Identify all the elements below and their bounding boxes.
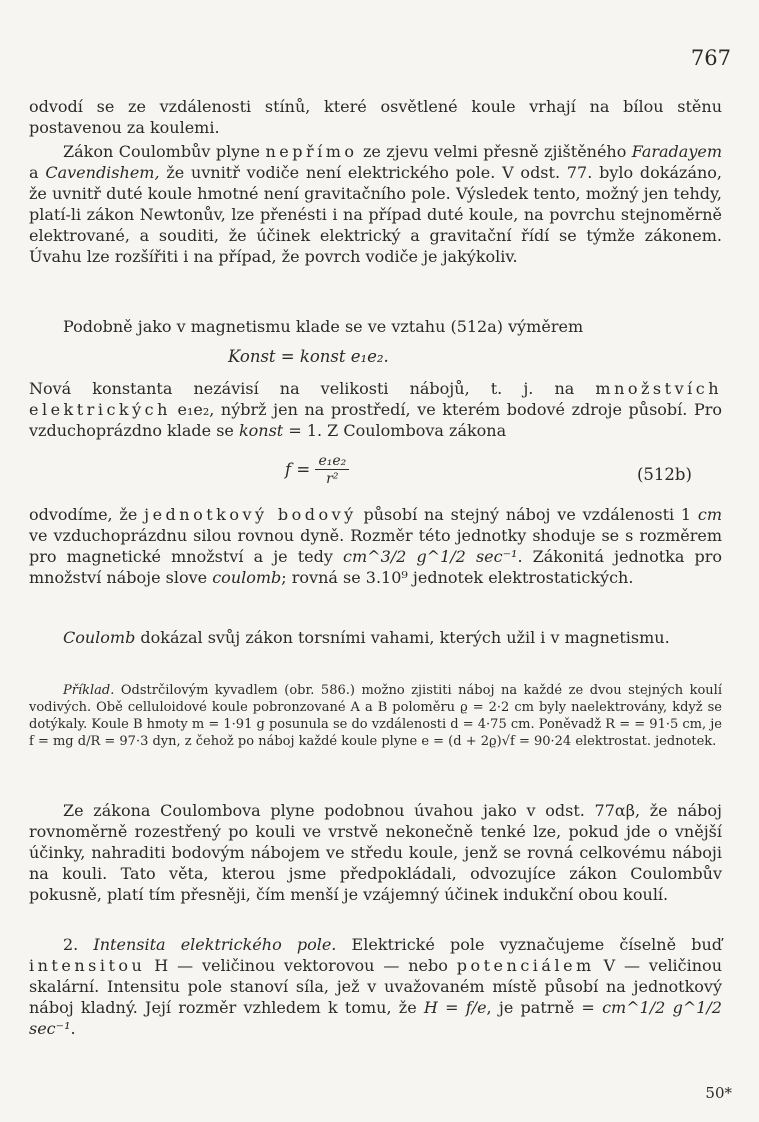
text: Elektrické pole vyznačujeme číselně buď xyxy=(336,935,723,954)
text: dokázal svůj zákon torsními vahami, kterých užil i v magnetismu. xyxy=(135,628,670,647)
text: Zákon Coulombův plyne xyxy=(63,142,266,161)
text: H — veličinou vektorovou — nebo xyxy=(145,956,457,975)
emphasis-text: množstvích elektrických xyxy=(29,379,722,419)
text: ze zjevu velmi přesně zjištěného xyxy=(357,142,632,161)
paragraph-torsion xyxy=(29,627,722,648)
formula-lhs: f = xyxy=(285,460,311,479)
paragraph-sphere-charge: Ze zákona Coulombova plyne podobnou úvahou jako v odst. 77αβ, že náboj rovnoměrně rozestřený po kouli ve vrstvě nekonečně tenké lze, pokud jde o vnější účinky, nahraditi bodovým nábojem ve středu koule, jenž se rovná celkovému náboji na kouli. Tato věta, kterou jsme předpokládali, odvozujíce zákon Coulombův pokusně, platí tím přesněji, čím menší je vzájemný účinek indukční obou koulí. xyxy=(29,801,722,904)
unit-cm: cm xyxy=(697,505,723,524)
text: e₁e₂, nýbrž jen na prostředí, ve kterém bodové zdroje působí. Pro vzduchoprázdno klade se xyxy=(29,400,722,440)
dimension-expression: cm^1/2 g^1/2 sec⁻¹ xyxy=(29,998,722,1038)
equation-label: (512b) xyxy=(637,465,692,484)
paragraph-intro: odvodí se ze vzdálenosti stínů, které osvětlené koule vrhají na bílou stěnu postavenou za koulemi. xyxy=(29,97,722,137)
text: ve vzduchoprázdnu silou rovnou dyně. Rozměr této jednotky shoduje se s rozměrem pro magnetické množství a je tedy xyxy=(29,526,722,566)
text: 2. xyxy=(63,935,94,954)
formula-coulomb xyxy=(285,453,349,488)
emphasis-text: jednotkový bodový xyxy=(144,505,357,524)
fraction-numerator: e₁e₂ xyxy=(315,453,349,470)
emphasis-text: potenciálem xyxy=(456,956,595,975)
symbol-konst: konst xyxy=(238,421,284,440)
unit-coulomb: coulomb xyxy=(212,568,282,587)
text: . xyxy=(70,1019,76,1038)
example-block xyxy=(29,682,722,750)
text: = 1. Z Coulombova zákona xyxy=(283,421,507,440)
text: Nová konstanta nezávisí na velikosti nábojů, t. j. na xyxy=(29,379,596,398)
text: působí na stejný náboj ve vzdálenosti 1 xyxy=(356,505,698,524)
paragraph-unit xyxy=(29,504,722,588)
example-text: Odstrčilovým kyvadlem (obr. 586.) možno zjistiti náboj na každé ze dvou stejných koulí vodivých. Obě celluloidové koule pobronzované A a B poloměru ϱ = 2·2 cm byly naelektrovány, když se dotýkaly. Koule B hmoty m = 1·91 g posunula se do vzdálenosti d = 4·75 cm. Poněvadž R = = 91·5 cm, je f = mg d/R = 97·3 dyn, z čehož po náboj každé koule plyne e = (d + 2ϱ)√f = 90·24 elektrostat. jednotek. xyxy=(29,683,722,749)
name-cavendish: Cavendishem, xyxy=(45,163,160,182)
emphasis-text: intensitou xyxy=(29,956,146,975)
formula-konst: Konst = konst e₁e₂. xyxy=(228,347,389,366)
fraction xyxy=(315,453,349,488)
text: ; rovná se 3.10⁹ jednotek elektrostatických. xyxy=(281,568,634,587)
paragraph-coulomb-law xyxy=(29,141,722,267)
paragraph-field-intensity xyxy=(29,934,722,1039)
text: a xyxy=(29,163,46,182)
emphasis-text: nepřímo xyxy=(265,142,358,161)
name-coulomb: Coulomb xyxy=(63,628,136,647)
text: V — veličinou skalární. Intensitu pole stanoví síla, jež v uvažovaném místě působí na jednotkový náboj kladný. Její rozměr vzhledem k tomu, že xyxy=(29,956,722,1017)
text: že uvnitř vodiče není elektrického pole. V odst. 77. bylo dokázáno, že uvnitř duté koule hmotné není gravitačního pole. Výsledek tento, možný jen tehdy, platí-li zákon Newtonův, lze přenésti i na případ duté koule, na povrchu stejnoměrně elektrované, a souditi, že účinek elektrický a gravitační řídí se týmže zákonem. Úvahu lze rozšířiti i na případ, že povrch vodiče je jakýkoliv. xyxy=(29,163,722,266)
paragraph-magnetism: Podobně jako v magnetismu klade se ve vztahu (512a) výměrem xyxy=(63,317,584,336)
dimension-expression: cm^3/2 g^1/2 sec⁻¹ xyxy=(343,547,518,566)
section-heading: Intensita elektrického pole. xyxy=(93,935,337,954)
fraction-denominator: r² xyxy=(326,471,339,487)
text: . Zákonitá jednotka pro množství náboje slove xyxy=(29,547,723,587)
page-number: 767 xyxy=(690,46,731,70)
formula-inline: H = f/e xyxy=(423,998,487,1017)
example-label: Příklad. xyxy=(63,683,115,698)
signature-mark: 50* xyxy=(705,1084,732,1102)
text: odvodíme, že xyxy=(29,505,145,524)
paragraph-new-constant xyxy=(29,378,722,441)
name-faraday: Faradayem xyxy=(631,142,722,161)
text: , je patrně = xyxy=(486,998,603,1017)
